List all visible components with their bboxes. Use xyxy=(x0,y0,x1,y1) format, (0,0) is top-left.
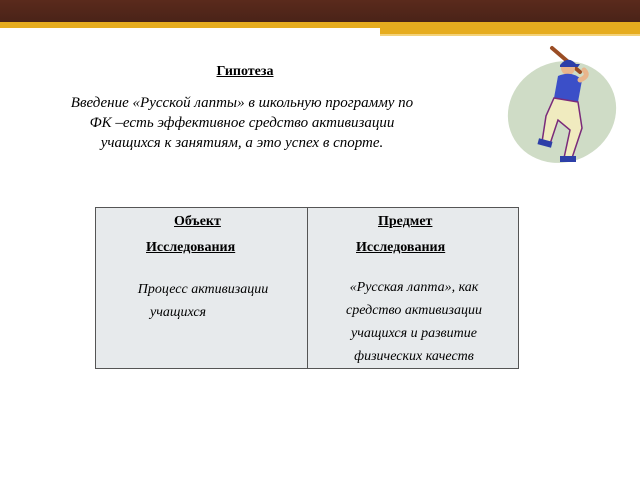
object-heading-2: Исследования xyxy=(146,240,236,255)
hypothesis-line-3: учащихся к занятиям, а это успех в спорте. xyxy=(100,135,384,151)
subject-heading-1: Предмет xyxy=(378,214,433,229)
player-shoe xyxy=(560,156,576,162)
object-line-2: учащихся xyxy=(150,305,207,320)
top-header-band xyxy=(0,0,640,22)
hypothesis-title: Гипотеза xyxy=(216,64,274,79)
subject-body xyxy=(316,276,512,368)
gold-accent-tab xyxy=(380,22,640,34)
subject-line-3: учащихся и развитие xyxy=(351,326,477,341)
object-line-1: Процесс активизации xyxy=(137,282,269,297)
hypothesis-line-1: Введение «Русской лапты» в школьную программу по xyxy=(70,95,414,111)
subject-line-1: «Русская лапта», как xyxy=(349,280,479,295)
hypothesis-line-2: ФК –есть эффективное средство активизации xyxy=(89,115,395,131)
research-table xyxy=(95,207,519,369)
object-cell xyxy=(95,207,308,369)
object-heading-1: Объект xyxy=(174,214,221,229)
subject-heading-2: Исследования xyxy=(356,240,446,255)
object-body xyxy=(108,278,298,324)
baseball-player-icon xyxy=(500,40,620,175)
subject-line-2: средство активизации xyxy=(346,303,482,318)
hypothesis-text xyxy=(22,93,462,153)
gold-accent-thin-line xyxy=(380,34,640,36)
subject-line-4: физических качеств xyxy=(354,349,474,364)
subject-cell xyxy=(307,207,519,369)
